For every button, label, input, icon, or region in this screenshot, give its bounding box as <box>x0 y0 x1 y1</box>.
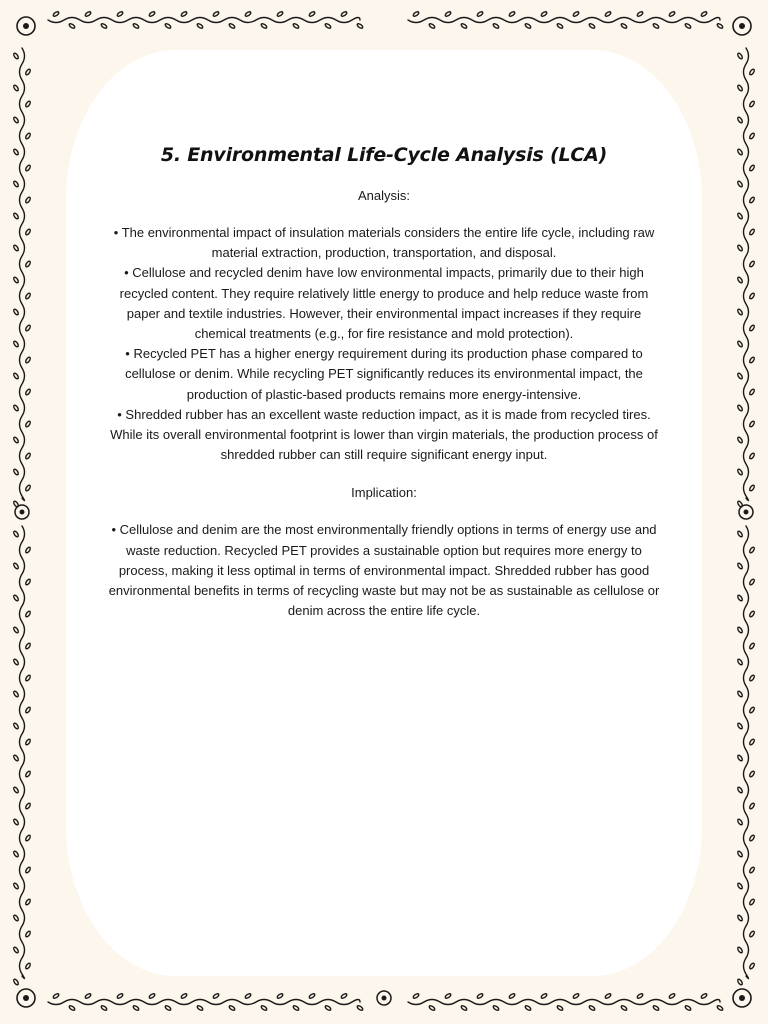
analysis-point: • Shredded rubber has an excellent waste reduction impact, as it is made from recycled tires. While its overall environmental footprint is lower than virgin materials, the production process of shredded rubber can still require significant energy input. <box>110 406 658 463</box>
document-body <box>108 144 660 621</box>
analysis-label: Analysis: <box>357 188 411 203</box>
corner-flower-icon <box>733 989 751 1007</box>
analysis-point: • The environmental impact of insulation materials considers the entire life cycle, including raw material extraction, production, transportation, and disposal. <box>113 225 655 261</box>
corner-flower-icon <box>17 989 35 1007</box>
corner-flower-icon <box>17 17 35 35</box>
implication-text: • Cellulose and denim are the most environmentally friendly options in terms of energy use and waste reduction. Recycled PET provides a sustainable option but requires more energy to process, making it less optimal in terms of environmental impact. Shredded rubber has good environmental benefits in terms of recycling waste but may not be as sustainable as cellulose or denim across the entire life cycle. <box>108 522 660 619</box>
analysis-point: • Cellulose and recycled denim have low environmental impacts, primarily due to their high recycled content. They require relatively little energy to produce and help reduce waste from paper and textile industries. However, their environmental impact increases if they require chemical treatments (e.g., for fire resistance and mold protection). <box>119 265 649 342</box>
corner-flower-icon <box>733 17 751 35</box>
page-title: 5. Environmental Life-Cycle Analysis (LCA) <box>160 144 608 166</box>
implication-label: Implication: <box>351 485 417 501</box>
analysis-point: • Recycled PET has a higher energy requirement during its production phase compared to cellulose or denim. While recycling PET significantly reduces its environmental impact, the production of plastic-based products remains more energy-intensive. <box>125 346 643 402</box>
